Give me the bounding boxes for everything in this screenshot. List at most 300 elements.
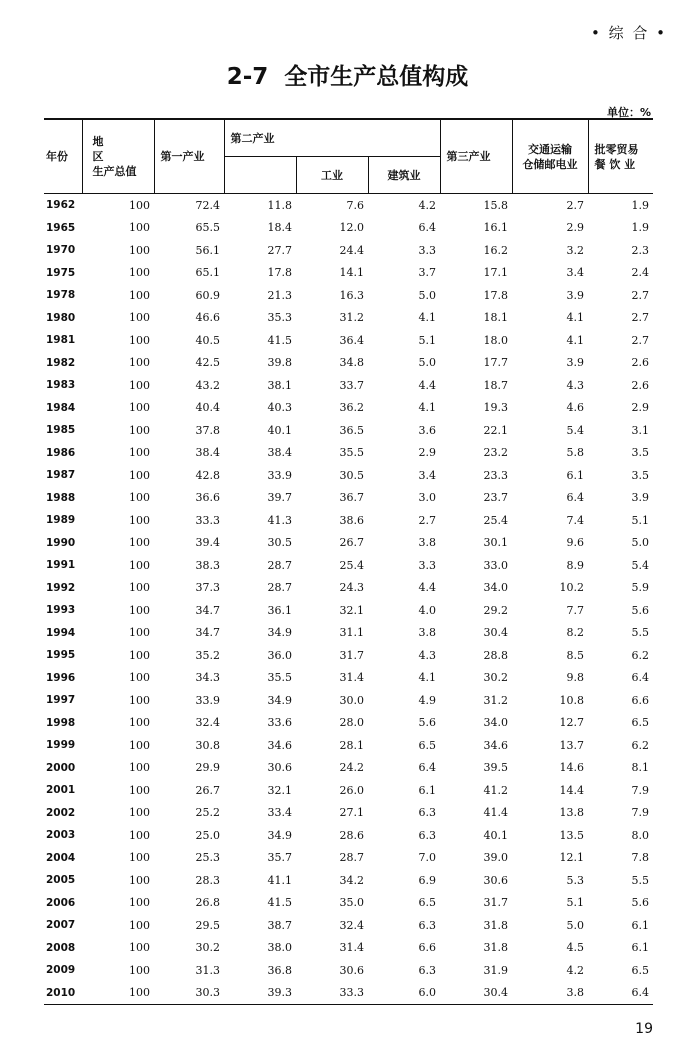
cell-industry: 28.6 [339, 828, 364, 842]
cell-tertiary: 18.7 [483, 378, 508, 392]
table-row [44, 464, 653, 487]
cell-transport: 13.5 [559, 828, 584, 842]
cell-construction: 7.0 [418, 851, 436, 865]
cell-industry: 31.4 [339, 671, 364, 685]
cell-transport: 4.5 [566, 941, 584, 955]
cell-primary: 34.7 [195, 626, 220, 640]
header-construction: 建筑业 [368, 157, 440, 194]
header-retail [588, 119, 653, 194]
cell-tertiary: 40.1 [483, 828, 508, 842]
cell-tertiary: 16.1 [483, 221, 508, 235]
cell-secondary: 40.1 [267, 423, 292, 437]
table-row [44, 599, 653, 622]
cell-year: 2004 [46, 851, 76, 864]
cell-industry: 30.0 [339, 693, 364, 707]
cell-industry: 30.6 [339, 963, 364, 977]
cell-primary: 43.2 [195, 378, 220, 392]
table-row [44, 397, 653, 420]
cell-tertiary: 39.5 [483, 761, 508, 775]
cell-transport: 14.6 [559, 761, 584, 775]
cell-year: 1987 [46, 469, 76, 482]
cell-retail: 2.7 [631, 288, 649, 302]
cell-region-gdp: 100 [129, 221, 150, 235]
cell-retail: 6.1 [631, 941, 649, 955]
cell-region-gdp: 100 [129, 603, 150, 617]
cell-transport: 8.2 [566, 626, 584, 640]
cell-tertiary: 30.2 [483, 671, 508, 685]
cell-transport: 12.7 [559, 716, 584, 730]
cell-tertiary: 28.8 [483, 648, 508, 662]
cell-construction: 6.6 [418, 941, 436, 955]
cell-industry: 32.4 [339, 918, 364, 932]
cell-primary: 25.2 [195, 806, 220, 820]
cell-industry: 7.6 [346, 198, 364, 212]
cell-primary: 34.7 [195, 603, 220, 617]
cell-secondary: 11.8 [267, 198, 292, 212]
cell-industry: 36.5 [339, 423, 364, 437]
cell-retail: 5.0 [631, 536, 649, 550]
cell-retail: 2.9 [631, 401, 649, 415]
header-industry: 工业 [296, 157, 368, 194]
gdp-composition-table-wrapper [44, 118, 653, 1005]
cell-construction: 4.4 [418, 581, 436, 595]
cell-transport: 7.7 [566, 603, 584, 617]
table-row [44, 802, 653, 825]
cell-construction: 3.8 [418, 626, 436, 640]
cell-construction: 6.0 [368, 982, 440, 1005]
cell-tertiary: 30.4 [483, 626, 508, 640]
table-title: 全市生产总值构成 [284, 64, 469, 90]
cell-tertiary: 18.1 [483, 311, 508, 325]
table-row [44, 307, 653, 330]
cell-construction: 4.0 [418, 603, 436, 617]
cell-construction: 3.8 [418, 536, 436, 550]
cell-secondary: 33.9 [267, 468, 292, 482]
cell-tertiary: 31.9 [483, 963, 508, 977]
cell-industry: 35.0 [339, 896, 364, 910]
cell-tertiary: 41.4 [483, 806, 508, 820]
cell-retail: 6.2 [631, 648, 649, 662]
cell-tertiary: 16.2 [483, 243, 508, 257]
header-tertiary: 第三产业 [440, 119, 512, 194]
cell-secondary: 39.7 [267, 491, 292, 505]
cell-construction: 3.3 [418, 243, 436, 257]
cell-region-gdp: 100 [129, 333, 150, 347]
cell-secondary: 34.6 [267, 738, 292, 752]
table-row [44, 937, 653, 960]
cell-retail: 1.9 [631, 198, 649, 212]
header-transport-line1: 交通运输 [528, 142, 572, 156]
cell-primary: 29.5 [195, 918, 220, 932]
cell-year: 1980 [46, 311, 76, 324]
cell-transport: 4.6 [566, 401, 584, 415]
cell-retail: 6.4 [631, 671, 649, 685]
cell-retail: 7.8 [631, 851, 649, 865]
cell-year: 1998 [46, 716, 76, 729]
cell-region-gdp: 100 [129, 423, 150, 437]
cell-region-gdp: 100 [129, 806, 150, 820]
table-row [44, 352, 653, 375]
table-row [44, 442, 653, 465]
cell-primary: 60.9 [195, 288, 220, 302]
cell-transport: 3.4 [566, 266, 584, 280]
cell-transport: 8.9 [566, 558, 584, 572]
cell-retail: 6.5 [631, 716, 649, 730]
cell-construction: 4.9 [418, 693, 436, 707]
cell-construction: 3.0 [418, 491, 436, 505]
cell-tertiary: 34.0 [483, 581, 508, 595]
cell-year: 2001 [46, 784, 76, 797]
cell-year: 1965 [46, 221, 76, 234]
cell-region-gdp: 100 [129, 783, 150, 797]
cell-secondary: 41.3 [267, 513, 292, 527]
table-row [44, 892, 653, 915]
cell-construction: 6.3 [418, 828, 436, 842]
cell-construction: 5.0 [418, 356, 436, 370]
cell-transport: 13.7 [559, 738, 584, 752]
table-row [44, 779, 653, 802]
cell-retail: 5.6 [631, 603, 649, 617]
cell-primary: 28.3 [195, 873, 220, 887]
cell-construction: 6.4 [418, 221, 436, 235]
cell-retail: 2.7 [631, 333, 649, 347]
cell-year: 1990 [46, 536, 76, 549]
cell-year: 1982 [46, 356, 76, 369]
cell-secondary: 32.1 [267, 783, 292, 797]
cell-region-gdp: 100 [129, 266, 150, 280]
cell-year: 1989 [46, 514, 76, 527]
cell-region-gdp: 100 [129, 873, 150, 887]
cell-construction: 4.1 [418, 401, 436, 415]
cell-secondary: 41.5 [267, 896, 292, 910]
cell-secondary: 38.4 [267, 446, 292, 460]
header-region-line1: 地 区 [92, 135, 116, 163]
cell-secondary: 41.5 [267, 333, 292, 347]
table-row [44, 554, 653, 577]
cell-transport: 6.4 [566, 491, 584, 505]
cell-region-gdp: 100 [129, 648, 150, 662]
cell-tertiary: 17.7 [483, 356, 508, 370]
table-row [44, 487, 653, 510]
gdp-composition-table [44, 118, 653, 1005]
cell-industry: 32.1 [339, 603, 364, 617]
cell-region-gdp: 100 [129, 761, 150, 775]
cell-secondary: 39.3 [224, 982, 296, 1005]
cell-year: 1991 [46, 559, 76, 572]
cell-secondary: 36.0 [267, 648, 292, 662]
table-row [44, 824, 653, 847]
cell-region-gdp: 100 [129, 716, 150, 730]
cell-region-gdp: 100 [129, 288, 150, 302]
cell-tertiary: 18.0 [483, 333, 508, 347]
cell-tertiary: 17.8 [483, 288, 508, 302]
cell-year: 2007 [46, 919, 76, 932]
cell-transport: 7.4 [566, 513, 584, 527]
cell-transport: 5.3 [566, 873, 584, 887]
cell-secondary: 33.4 [267, 806, 292, 820]
section-tag: • 综 合 • [591, 24, 667, 42]
cell-tertiary: 17.1 [483, 266, 508, 280]
cell-tertiary: 39.0 [483, 851, 508, 865]
cell-year: 2003 [46, 829, 76, 842]
cell-year: 1986 [46, 446, 76, 459]
header-secondary-sub-spacer [224, 157, 296, 194]
cell-retail: 1.9 [631, 221, 649, 235]
cell-transport: 14.4 [559, 783, 584, 797]
cell-industry: 24.4 [339, 243, 364, 257]
cell-retail: 2.7 [631, 311, 649, 325]
cell-primary: 65.1 [195, 266, 220, 280]
cell-primary: 26.7 [195, 783, 220, 797]
cell-retail: 5.6 [631, 896, 649, 910]
table-row [44, 532, 653, 555]
cell-primary: 30.8 [195, 738, 220, 752]
table-row [44, 419, 653, 442]
cell-secondary: 35.3 [267, 311, 292, 325]
cell-transport: 13.8 [559, 806, 584, 820]
cell-region-gdp: 100 [129, 941, 150, 955]
cell-year: 2010 [44, 982, 82, 1005]
cell-primary: 42.5 [195, 356, 220, 370]
cell-industry: 30.5 [339, 468, 364, 482]
cell-secondary: 39.8 [267, 356, 292, 370]
cell-transport: 4.1 [566, 311, 584, 325]
cell-secondary: 38.7 [267, 918, 292, 932]
cell-transport: 3.9 [566, 356, 584, 370]
cell-region-gdp: 100 [129, 671, 150, 685]
cell-year: 1981 [46, 334, 76, 347]
cell-tertiary: 31.8 [483, 918, 508, 932]
table-body [44, 194, 653, 1005]
cell-retail: 3.5 [631, 446, 649, 460]
cell-tertiary: 31.7 [483, 896, 508, 910]
cell-construction: 3.3 [418, 558, 436, 572]
cell-year: 1978 [46, 289, 76, 302]
cell-industry: 31.7 [339, 648, 364, 662]
cell-region-gdp: 100 [129, 401, 150, 415]
cell-retail: 6.5 [631, 963, 649, 977]
table-row [44, 262, 653, 285]
unit-label: 单位：% [606, 106, 651, 119]
table-row [44, 239, 653, 262]
header-transport-line2: 仓储邮电业 [522, 157, 578, 171]
cell-secondary: 27.7 [267, 243, 292, 257]
header-year: 年份 [44, 119, 82, 194]
cell-year: 2009 [46, 964, 76, 977]
cell-primary: 38.3 [195, 558, 220, 572]
cell-primary: 26.8 [195, 896, 220, 910]
cell-transport: 5.8 [566, 446, 584, 460]
cell-retail: 3.9 [631, 491, 649, 505]
cell-year: 2008 [46, 941, 76, 954]
cell-construction: 5.1 [418, 333, 436, 347]
cell-secondary: 35.7 [267, 851, 292, 865]
cell-year: 1995 [46, 649, 76, 662]
cell-retail: 7.9 [631, 783, 649, 797]
cell-construction: 6.5 [418, 738, 436, 752]
cell-retail: 5.9 [631, 581, 649, 595]
cell-transport: 5.4 [566, 423, 584, 437]
cell-primary: 39.4 [195, 536, 220, 550]
cell-secondary: 28.7 [267, 558, 292, 572]
cell-secondary: 41.1 [267, 873, 292, 887]
cell-region-gdp: 100 [129, 378, 150, 392]
cell-construction: 4.4 [418, 378, 436, 392]
cell-primary: 40.5 [195, 333, 220, 347]
cell-industry: 38.6 [339, 513, 364, 527]
cell-secondary: 35.5 [267, 671, 292, 685]
cell-industry: 36.7 [339, 491, 364, 505]
table-row [44, 847, 653, 870]
cell-retail: 6.6 [631, 693, 649, 707]
header-retail-line1: 批零贸易 [594, 142, 639, 156]
table-row [44, 217, 653, 240]
cell-secondary: 30.5 [267, 536, 292, 550]
cell-primary: 30.3 [154, 982, 224, 1005]
cell-secondary: 28.7 [267, 581, 292, 595]
cell-region-gdp: 100 [129, 468, 150, 482]
cell-region-gdp: 100 [129, 513, 150, 527]
cell-construction: 2.9 [418, 446, 436, 460]
page-title [0, 58, 695, 91]
cell-secondary: 33.6 [267, 716, 292, 730]
cell-year: 1996 [46, 671, 76, 684]
cell-industry: 14.1 [339, 266, 364, 280]
cell-retail: 5.5 [631, 873, 649, 887]
cell-retail: 2.3 [631, 243, 649, 257]
table-row [44, 622, 653, 645]
cell-retail: 2.6 [631, 356, 649, 370]
cell-retail: 5.4 [631, 558, 649, 572]
cell-year: 2006 [46, 896, 76, 909]
cell-primary: 38.4 [195, 446, 220, 460]
table-row [44, 577, 653, 600]
cell-transport: 3.9 [566, 288, 584, 302]
header-region-line2: 生产总值 [92, 165, 137, 178]
cell-retail: 6.4 [588, 982, 653, 1005]
cell-retail: 3.5 [631, 468, 649, 482]
cell-primary: 33.9 [195, 693, 220, 707]
cell-secondary: 34.9 [267, 626, 292, 640]
cell-construction: 3.4 [418, 468, 436, 482]
cell-transport: 10.2 [559, 581, 584, 595]
cell-industry: 34.2 [339, 873, 364, 887]
table-row [44, 509, 653, 532]
cell-tertiary: 30.1 [483, 536, 508, 550]
cell-secondary: 21.3 [267, 288, 292, 302]
table-row [44, 194, 653, 217]
header-region-gdp [82, 119, 154, 194]
cell-region-gdp: 100 [129, 851, 150, 865]
cell-region-gdp: 100 [129, 243, 150, 257]
cell-region-gdp: 100 [129, 828, 150, 842]
cell-tertiary: 33.0 [483, 558, 508, 572]
header-secondary-spacer-2 [368, 119, 440, 157]
cell-region-gdp: 100 [129, 738, 150, 752]
header-secondary: 第二产业 [224, 119, 296, 157]
table-row [44, 667, 653, 690]
cell-year: 1992 [46, 581, 76, 594]
cell-industry: 31.4 [339, 941, 364, 955]
cell-secondary: 34.9 [267, 828, 292, 842]
cell-tertiary: 22.1 [483, 423, 508, 437]
cell-industry: 36.2 [339, 401, 364, 415]
cell-tertiary: 23.3 [483, 468, 508, 482]
cell-transport: 3.2 [566, 243, 584, 257]
cell-region-gdp: 100 [129, 558, 150, 572]
cell-transport: 5.0 [566, 918, 584, 932]
cell-primary: 29.9 [195, 761, 220, 775]
cell-tertiary: 30.6 [483, 873, 508, 887]
cell-construction: 5.0 [418, 288, 436, 302]
cell-region-gdp: 100 [129, 693, 150, 707]
cell-industry: 12.0 [339, 221, 364, 235]
cell-primary: 46.6 [195, 311, 220, 325]
cell-transport: 2.9 [566, 221, 584, 235]
cell-retail: 2.6 [631, 378, 649, 392]
cell-secondary: 34.9 [267, 693, 292, 707]
cell-year: 1993 [46, 604, 76, 617]
header-primary: 第一产业 [154, 119, 224, 194]
cell-construction: 2.7 [418, 513, 436, 527]
cell-transport: 4.2 [566, 963, 584, 977]
cell-primary: 35.2 [195, 648, 220, 662]
cell-construction: 6.3 [418, 963, 436, 977]
cell-transport: 2.7 [566, 198, 584, 212]
cell-region-gdp: 100 [129, 356, 150, 370]
table-row [44, 734, 653, 757]
cell-region-gdp: 100 [82, 982, 154, 1005]
cell-primary: 33.3 [195, 513, 220, 527]
cell-industry: 28.7 [339, 851, 364, 865]
cell-region-gdp: 100 [129, 446, 150, 460]
table-row [44, 712, 653, 735]
table-row [44, 689, 653, 712]
cell-transport: 4.3 [566, 378, 584, 392]
cell-secondary: 38.0 [267, 941, 292, 955]
cell-secondary: 36.8 [267, 963, 292, 977]
cell-primary: 37.3 [195, 581, 220, 595]
cell-region-gdp: 100 [129, 626, 150, 640]
cell-year: 1999 [46, 739, 76, 752]
cell-primary: 42.8 [195, 468, 220, 482]
cell-transport: 6.1 [566, 468, 584, 482]
header-retail-line2: 餐 饮 业 [594, 157, 636, 171]
cell-construction: 6.3 [418, 806, 436, 820]
cell-industry: 36.4 [339, 333, 364, 347]
cell-industry: 25.4 [339, 558, 364, 572]
cell-year: 1994 [46, 626, 76, 639]
cell-industry: 33.7 [339, 378, 364, 392]
cell-industry: 27.1 [339, 806, 364, 820]
cell-tertiary: 30.4 [440, 982, 512, 1005]
cell-transport: 10.8 [559, 693, 584, 707]
header-transport [512, 119, 588, 194]
cell-construction: 6.1 [418, 783, 436, 797]
cell-region-gdp: 100 [129, 491, 150, 505]
cell-construction: 3.7 [418, 266, 436, 280]
cell-retail: 8.1 [631, 761, 649, 775]
cell-primary: 31.3 [195, 963, 220, 977]
cell-secondary: 40.3 [267, 401, 292, 415]
cell-primary: 25.3 [195, 851, 220, 865]
cell-primary: 25.0 [195, 828, 220, 842]
cell-secondary: 17.8 [267, 266, 292, 280]
cell-year: 1985 [46, 424, 76, 437]
cell-industry: 28.0 [339, 716, 364, 730]
page-number: 19 [635, 1021, 653, 1037]
table-row [44, 757, 653, 780]
